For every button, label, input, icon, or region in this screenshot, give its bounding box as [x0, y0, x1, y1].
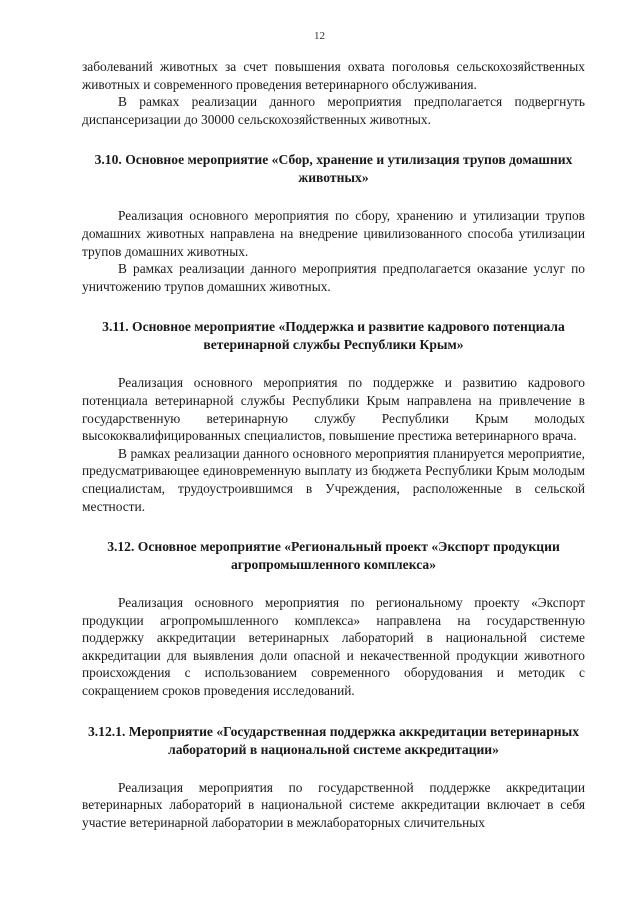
section-heading-3-12-1: 3.12.1. Мероприятие «Государственная поддержка аккредитации ветеринарных лабораторий в национальной системе аккредитации»: [87, 723, 579, 757]
section-heading-3-10: 3.10. Основное мероприятие «Сбор, хранение и утилизация трупов домашних животных»: [94, 152, 573, 186]
paragraph: В рамках реализации данного мероприятия предполагается оказание услуг по уничтожению трупов домашних животных.: [82, 261, 585, 294]
paragraph: Реализация основного мероприятия по сбору, хранению и утилизации трупов домашних животных направлена на внедрение цивилизованного способа утилизации трупов домашних животных.: [82, 208, 585, 259]
page-number: 12: [314, 30, 325, 42]
paragraph: Реализация мероприятия по государственной поддержке аккредитации ветеринарных лабораторий в национальной системе аккредитации включает в себя участие ветеринарной лаборатории в межлабораторных сличительных: [82, 779, 585, 830]
paragraph: Реализация основного мероприятия по поддержке и развитию кадрового потенциала ветеринарной службы Республики Крым направлена на привлечение в государственную ветеринарную службу Республики Крым молодых высококвалифицированных специалистов, повышение престижа ветеринарного врача.: [82, 375, 585, 444]
paragraph: В рамках реализации данного мероприятия предполагается подвергнуть диспансеризации до 30000 сельскохозяйственных животных.: [82, 94, 585, 127]
section-heading-3-11: 3.11. Основное мероприятие «Поддержка и развитие кадрового потенциала ветеринарной службы Республики Крым»: [102, 319, 565, 353]
paragraph: В рамках реализации данного основного мероприятия планируется мероприятие, предусматривающее единовременную выплату из бюджета Республики Крым молодым специалистам, трудоустроившимся в Учреждения, расположенные в сельской местности.: [82, 445, 585, 514]
document-body: [82, 58, 585, 831]
paragraph: заболеваний животных за счет повышения охвата поголовья сельскохозяйственных животных и современного проведения ветеринарного обслуживания.: [82, 59, 585, 92]
paragraph: Реализация основного мероприятия по региональному проекту «Экспорт продукции агропромышленного комплекса» направлена на государственную поддержку аккредитации ветеринарных лабораторий в национальной системе аккредитации для выявления доли опасной и некачественной продукции животного происхождения с использованием современного оборудования и методик с сокращением сроков проведения исследований.: [82, 595, 585, 699]
section-heading-3-12: 3.12. Основное мероприятие «Региональный проект «Экспорт продукции агропромышленного комплекса»: [107, 539, 560, 573]
